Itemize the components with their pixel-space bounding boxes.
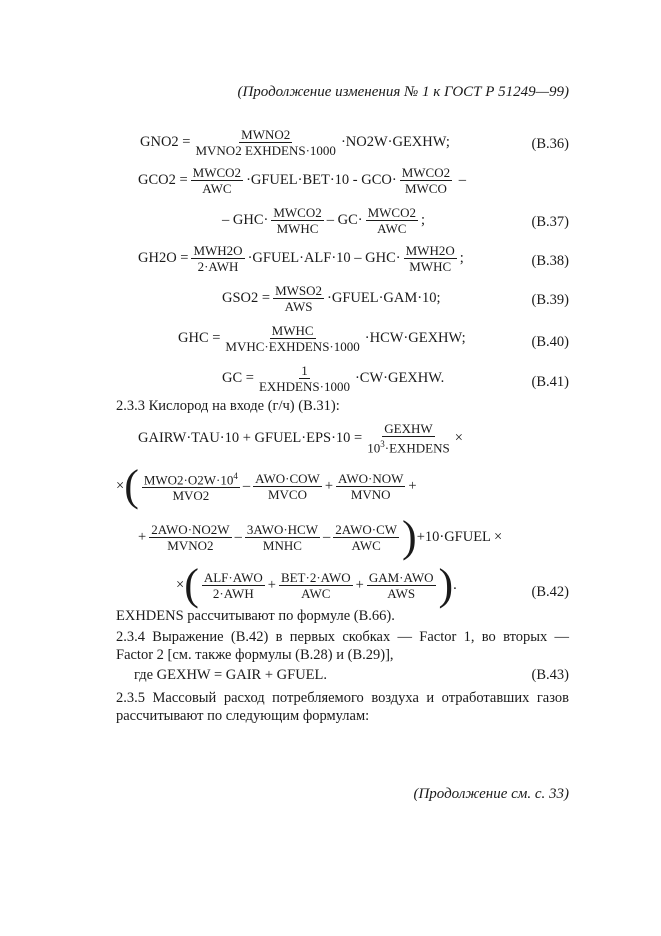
formula-b42-line4 [176,560,457,609]
formula-tail: ·NO2W·GEXHW; [340,134,450,150]
fraction [366,206,418,235]
denominator: MNHC [262,537,302,553]
formula-pre: × [116,477,125,494]
formula-lhs: GNO2 = [140,134,191,150]
formula-b42-line1 [138,422,463,454]
denominator: MWCO [404,181,447,196]
formula-tail: – [455,172,466,188]
numerator: MWH2O [193,243,243,258]
operator: – [242,477,251,494]
denominator: EXHDENS·1000 [258,379,350,394]
numerator: MWCO2 [367,205,416,220]
fraction [367,571,436,600]
page-footer: (Продолжение см. с. 33) [413,786,569,802]
formula-pre: × [176,576,185,593]
fraction [149,523,231,552]
fraction [365,422,452,454]
numerator: MWNO2 [241,127,291,142]
formula-tail: ; [459,250,464,266]
denominator: MWHC [276,221,319,236]
denominator: AWC [377,221,407,236]
denominator: MVNO2 [167,537,214,553]
eq-number-b42: (B.42) [531,584,569,600]
numerator: 3AWO·HCW [246,521,318,537]
formula-b41 [222,364,444,393]
formula-tail: +10·GFUEL × [416,528,503,545]
numerator: MWCO2 [273,205,322,220]
formula-lhs: GC = [222,370,254,386]
denominator: AWC [202,181,232,196]
numerator: GEXHW [384,421,433,436]
operator: + [355,576,364,593]
den-rest: ·EXHDENS [384,440,450,456]
formula-b38 [138,244,464,273]
formula-b40 [178,324,466,353]
numerator: MWHC [271,323,314,338]
formula-tail: ·HCW·GEXHW; [364,330,466,346]
operator: + [267,576,276,593]
numerator: 2AWO·CW [335,521,398,537]
formula-tail: . [453,576,457,593]
formula-lhs: GSO2 = [222,290,271,306]
left-paren: ( [184,560,199,609]
formula-tail: + [408,477,417,494]
eq-number-b40: (B.40) [531,334,569,350]
numerator: 2AWO·NO2W [151,521,230,537]
numerator: ALF·AWO [203,569,263,585]
den-exponent: 3 [380,439,385,449]
denominator: MVNO [350,486,391,502]
formula-tail: ·CW·GEXHW. [354,370,445,386]
denominator: MVO2 [172,488,210,504]
paragraph-2-3-5-line1: 2.3.5 Массовый расход потребляемого воздуха и отработавших газов [116,690,569,706]
fraction [333,523,399,552]
fraction [257,364,352,393]
operator: – [323,528,331,545]
numerator: MWCO2 [192,165,242,180]
right-paren: ) [438,560,454,609]
eq-number-b37: (B.37) [531,214,569,230]
den-base: 10 [367,440,381,456]
fraction [273,284,324,313]
fraction [271,206,323,235]
operator: – [234,528,242,545]
eq-number-b36: (B.36) [531,136,569,152]
formula-pre: – GHC· [222,212,269,228]
numerator: 1 [301,363,308,378]
formula-b39 [222,284,441,313]
paragraph-exhdens: EXHDENS рассчитывают по формуле (В.66). [116,608,395,624]
eq-number-b38: (B.38) [531,253,569,269]
numerator: MWCO2 [401,165,451,180]
denominator: 2·AWH [197,259,239,274]
formula-tail: × [454,429,463,446]
denominator: AWC [351,537,381,553]
paragraph-2-3-4-line1: 2.3.4 Выражение (В.42) в первых скобках — Factor 1, во вторых — [116,629,569,645]
numerator: MWSO2 [275,283,323,298]
paragraph-2-3-5-line2: рассчитывают по следующим формулам: [116,708,370,724]
paragraph-2-3-4-line3: где GEXHW = GAIR + GFUEL. [134,667,328,683]
fraction [400,166,452,195]
numerator: GAM·AWO [368,569,434,585]
formula-pre: + [138,528,147,545]
fraction [245,523,320,552]
formula-b36 [140,128,450,157]
denominator: MVHC·EXHDENS·1000 [225,339,360,354]
formula-b42-line3 [138,512,503,561]
eq-number-b43: (B.43) [531,667,569,683]
denominator: AWC [301,585,331,601]
operator: + [324,477,333,494]
denominator: AWS [387,585,416,601]
formula-lhs: GCO2 = [138,172,188,188]
fraction [223,324,361,353]
left-paren: ( [124,461,139,511]
numerator: MWH2O [405,243,455,258]
formula-lhs: GAIRW·TAU·10 + GFUEL·EPS·10 = [138,429,363,446]
formula-mid: ·GFUEL·ALF·10 – GHC· [247,250,401,266]
numerator: AWO·COW [255,470,320,486]
fraction [404,244,457,273]
numerator [142,470,240,488]
denominator: 2·AWH [212,585,254,601]
denominator: MVNO2 EXHDENS·1000 [195,143,336,158]
formula-mid: ·GFUEL·BET·10 - GCO· [246,172,397,188]
denominator: MVCO [267,486,307,502]
paragraph-2-3-4-line2: Factor 2 [см. также формулы (В.28) и (В.29)], [116,647,394,663]
right-paren: ) [402,512,417,561]
numerator: AWO·NOW [338,470,404,486]
fraction [253,472,322,501]
page-header: (Продолжение изменения № 1 к ГОСТ Р 51249—99) [237,84,569,100]
fraction [191,166,243,195]
fraction [279,571,353,600]
denominator: AWS [284,299,313,314]
numerator: BET·2·AWO [280,569,351,585]
num-exponent: 4 [233,471,238,481]
formula-b42-line2 [116,461,417,511]
num-base: MWO2·O2W·10 [143,472,234,488]
formula-lhs: GHC = [178,330,221,346]
fraction [191,244,244,273]
eq-number-b41: (B.41) [531,374,569,390]
fraction [336,472,405,501]
denominator: MWHC [409,259,452,274]
paragraph-2-3-3: 2.3.3 Кислород на входе (г/ч) (В.31): [116,398,340,414]
denominator [365,437,452,454]
fraction [202,571,265,600]
formula-tail: ; [420,212,425,228]
formula-b37-line1 [138,166,466,195]
fraction [142,470,240,502]
fraction [193,128,337,157]
formula-b37-line2 [222,206,425,235]
formula-lhs: GH2O = [138,250,189,266]
formula-tail: ·GFUEL·GAM·10; [327,290,441,306]
formula-mid: – GC· [326,212,363,228]
eq-number-b39: (B.39) [531,292,569,308]
